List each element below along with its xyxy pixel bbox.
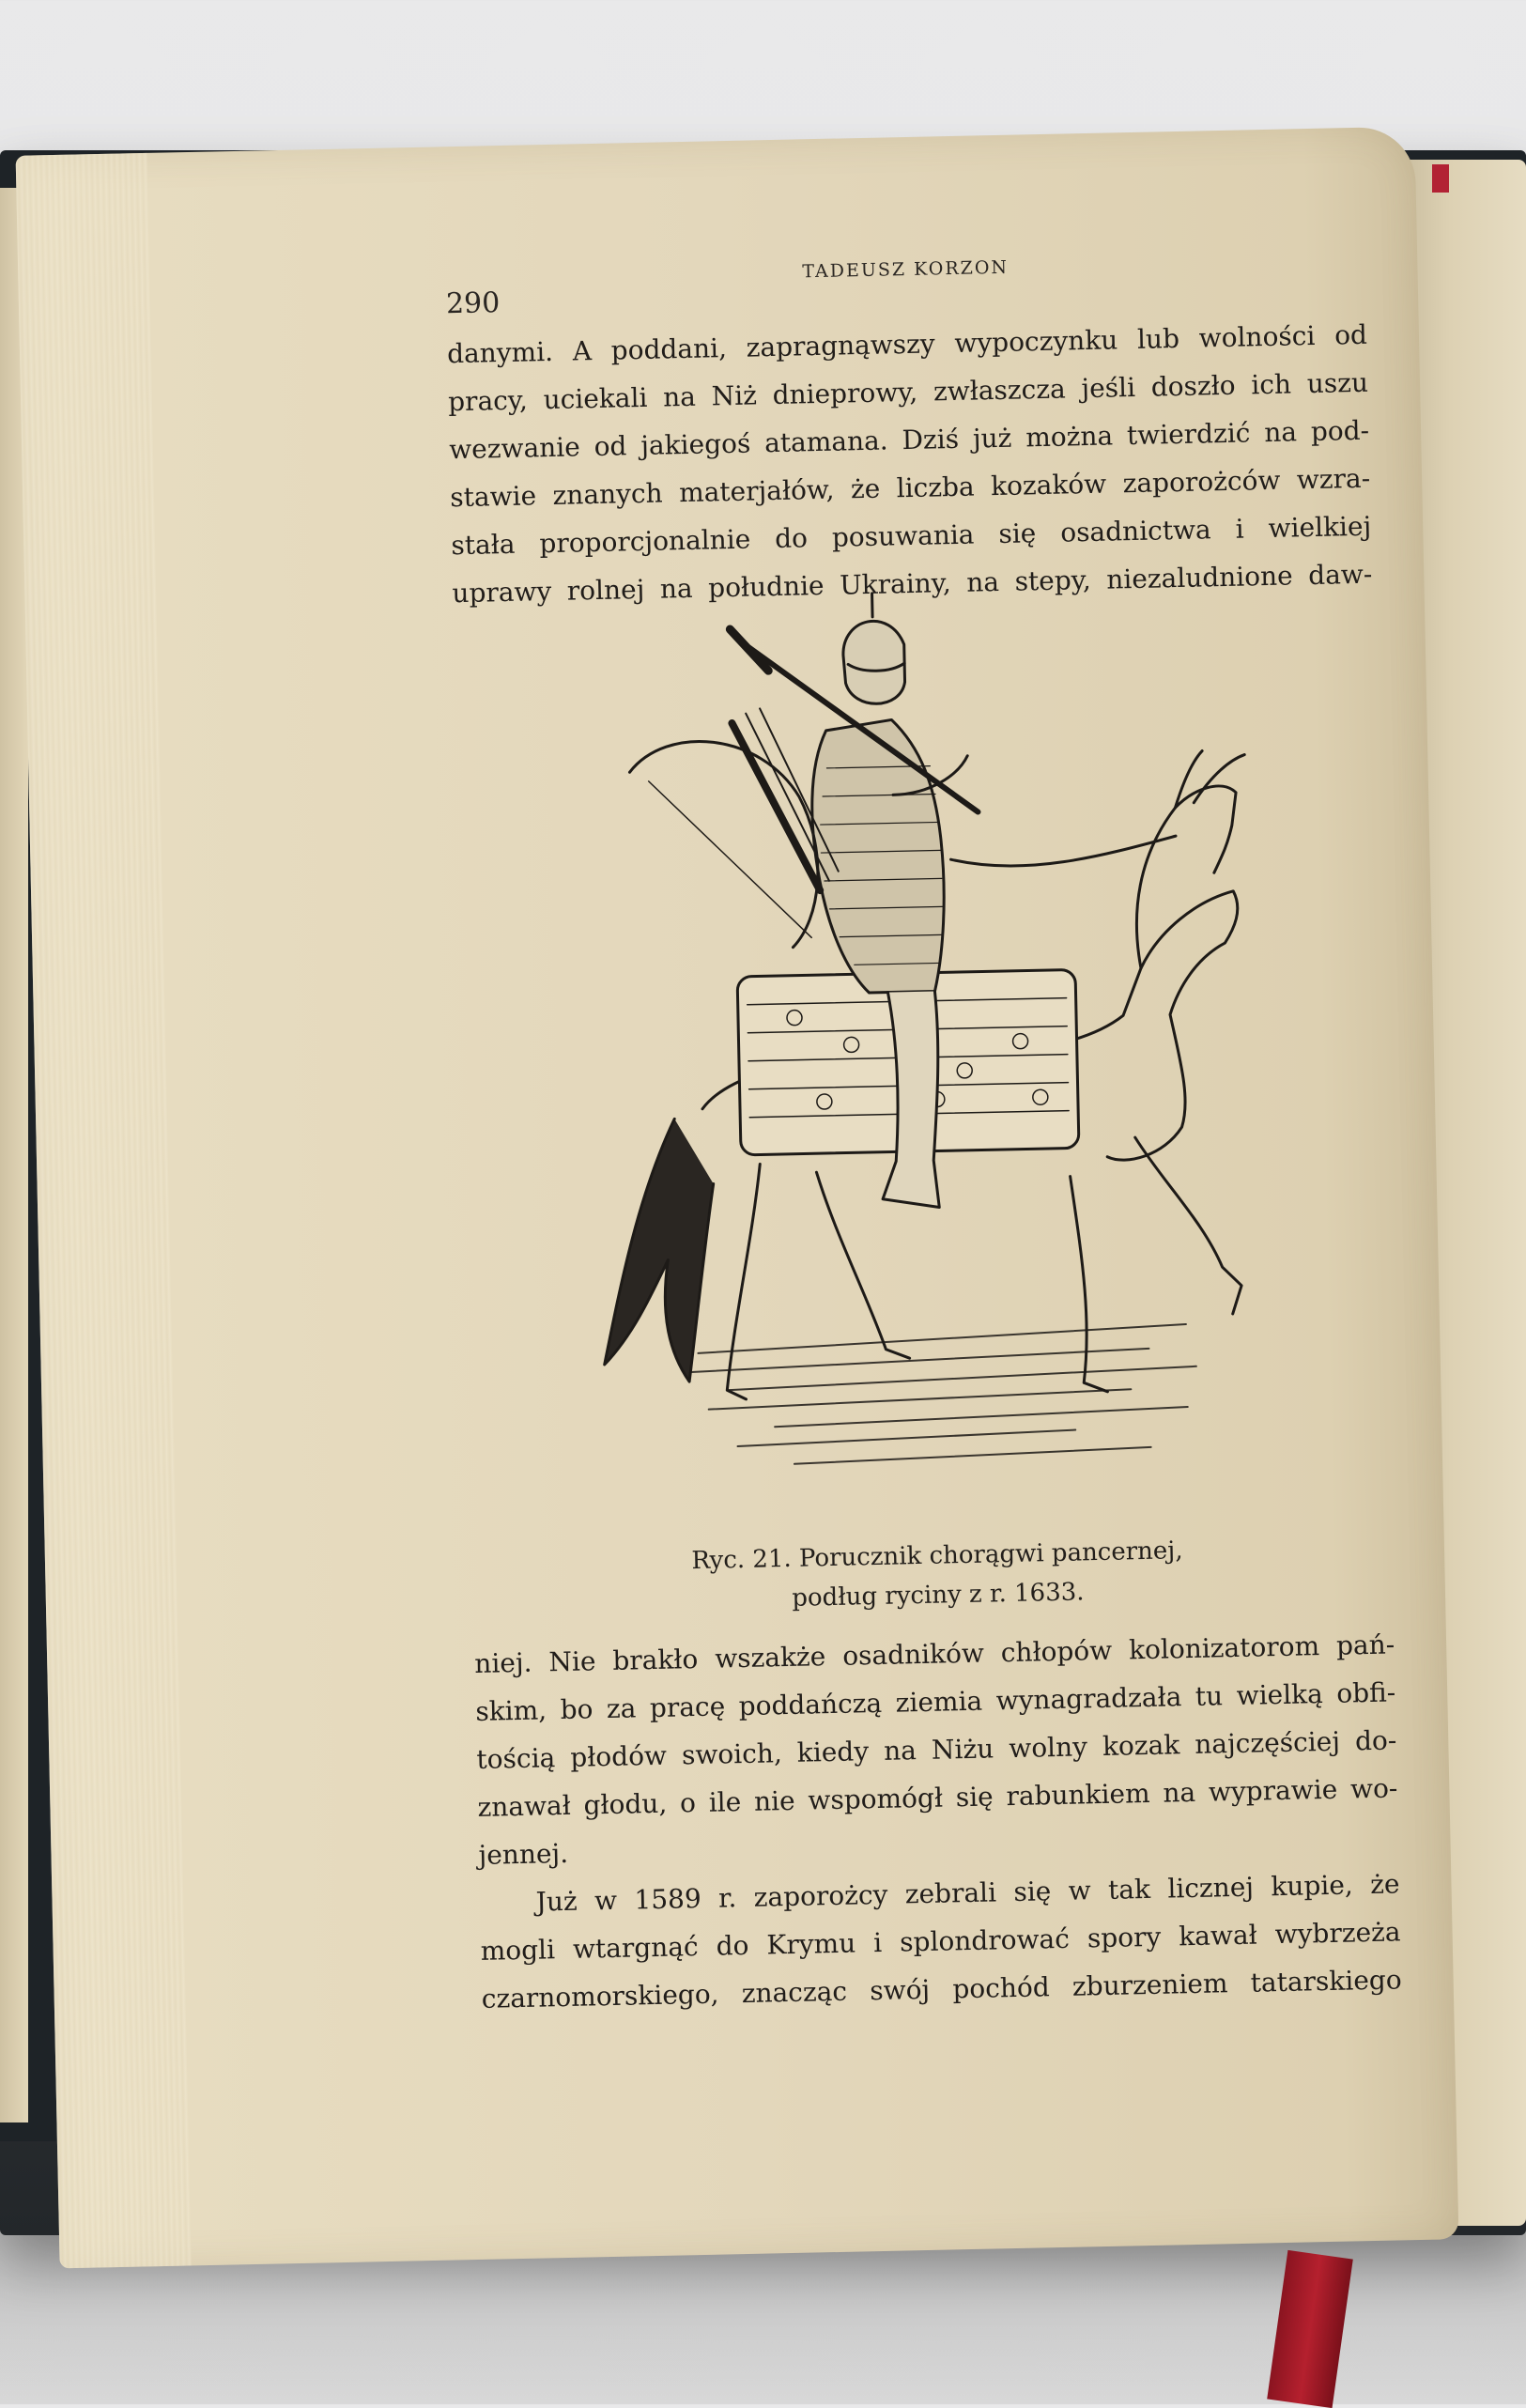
figure-caption [533, 1528, 1343, 1624]
text-line: pracy, uciekali na Niż dnieprowy, zwłaszcza jeśli doszło ich uszu [447, 366, 1369, 418]
figure-illustration [569, 572, 1265, 1525]
text-line: skim, bo za pracę poddańczą ziemia wynagradzała tu wielką obfi- [475, 1676, 1396, 1727]
text-line: jennej. [478, 1837, 569, 1871]
page-header [16, 127, 1419, 344]
caption-line: Ryc. 21. Porucznik chorągwi pancernej, [691, 1536, 1183, 1576]
text-line: Już w 1589 r. zaporożcy zebrali się w tak licznej kupie, że [535, 1868, 1400, 1918]
page-number: 290 [445, 286, 501, 321]
caption-line: podług ryciny z r. 1633. [792, 1578, 1085, 1613]
paragraph-bottom [474, 1620, 1402, 2022]
text-line: danymi. A poddani, zapragnąwszy wypoczynku lub wolności od [446, 318, 1368, 370]
text-line: niej. Nie brakło wszakże osadników chłopów kolonizatorom pań- [473, 1628, 1395, 1679]
text-line: uprawy rolnej na południe Ukrainy, na stepy, niezaludnione daw- [452, 558, 1373, 610]
text-line: stawie znanych materjałów, że liczba kozaków zaporożców wzra- [449, 462, 1371, 514]
text-line: znawał głodu, o ile nie wspomógł się rabunkiem na wyprawie wo- [477, 1772, 1398, 1823]
horseman-engraving [569, 572, 1265, 1525]
text-line: czarnomorskiego, znacząc swój pochód zburzeniem tatarskiego [481, 1964, 1402, 2014]
book-page [16, 127, 1459, 2269]
text-line: stała proporcjonalnie do posuwania się osadnictwa i wielkiej [451, 510, 1372, 562]
running-head: TADEUSZ KORZON [802, 256, 1010, 283]
bookmark-ribbon-top [1432, 164, 1449, 193]
text-line: wezwanie od jakiegoś atamana. Dziś już można twierdzić na pod- [448, 414, 1370, 466]
text-line: mogli wtargnąć do Krymu i splondrować spory kawał wybrzeża [480, 1916, 1401, 1967]
text-line: tością płodów swoich, kiedy na Niżu wolny kozak najczęściej do- [476, 1724, 1397, 1775]
